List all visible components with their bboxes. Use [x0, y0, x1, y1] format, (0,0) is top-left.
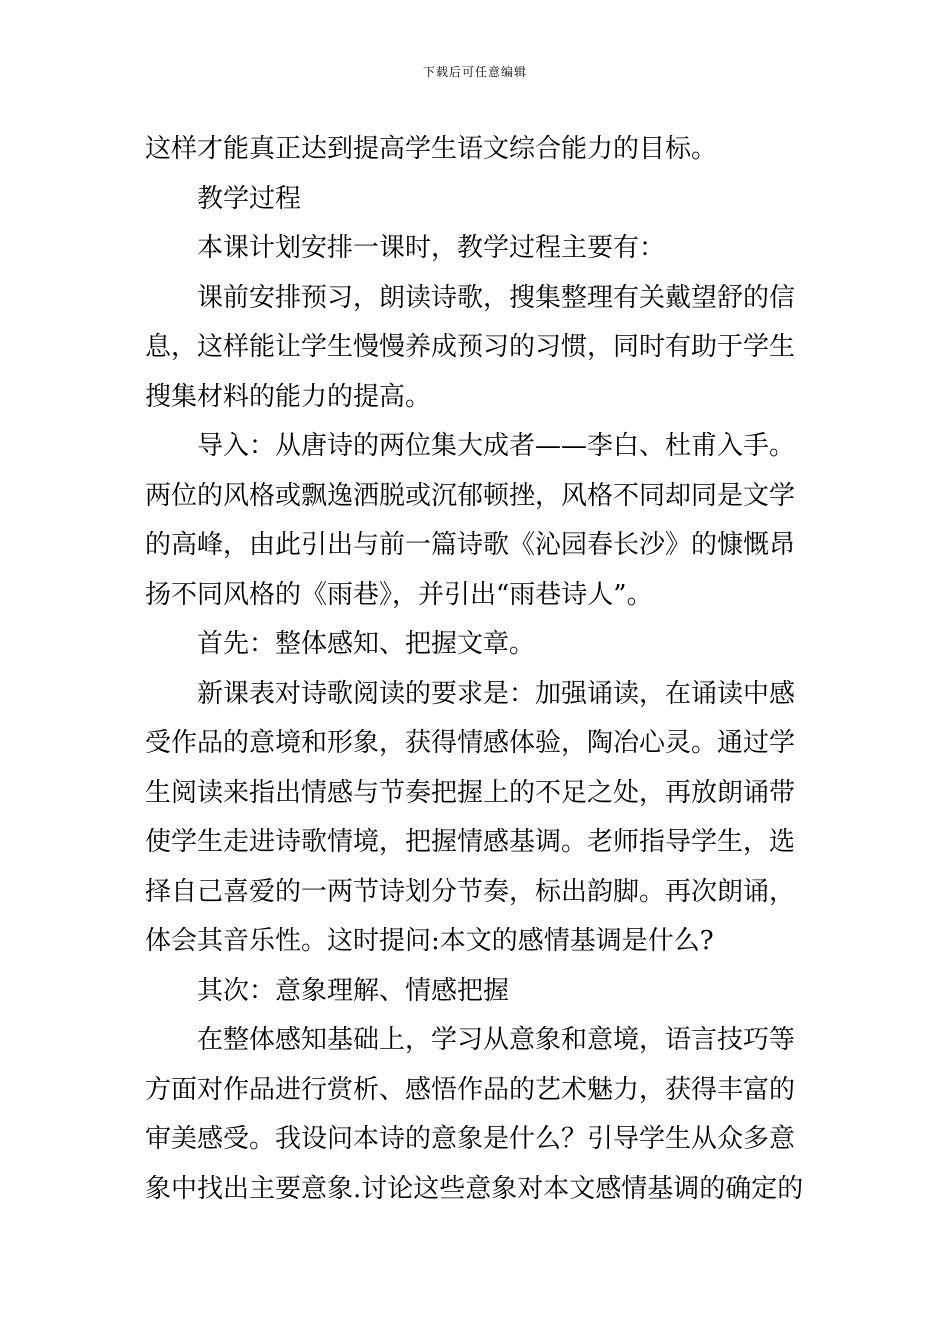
text-line: 的高峰，由此引出与前一篇诗歌《沁园春长沙》的慷慨昂 [145, 530, 796, 560]
text-line: 受作品的意境和形象，获得情感体验，陶冶心灵。通过学 [145, 728, 796, 758]
text-line: 教学过程 [197, 183, 302, 214]
text-line: 课前安排预习，朗读诗歌，搜集整理有关戴望舒的信 [197, 282, 796, 313]
text-line: 其次：意象理解、情感把握 [197, 975, 510, 1006]
text-line: 首先：整体感知、把握文章。 [197, 629, 536, 659]
text-line: 方面对作品进行赏析、感悟作品的艺术魅力，获得丰富的 [145, 1074, 796, 1105]
text-line: 象中找出主要意象.讨论这些意象对本文感情基调的确定的 [145, 1173, 804, 1204]
text-line: 择自己喜爱的一两节诗划分节奏，标出韵脚。再次朗诵， [145, 876, 796, 907]
page-header: 下载后可任意编辑 [422, 65, 527, 79]
text-line: 搜集材料的能力的提高。 [145, 381, 432, 412]
text-line: 体会其音乐性。这时提问:本文的感情基调是什么? [145, 926, 714, 956]
text-line: 审美感受。我设问本诗的意象是什么？引导学生从众多意 [145, 1124, 796, 1154]
text-line: 导入：从唐诗的两位集大成者——李白、杜甫入手。 [197, 431, 796, 461]
text-line: 扬不同风格的《雨巷》，并引出“雨巷诗人”。 [145, 579, 653, 610]
text-line: 在整体感知基础上，学习从意象和意境，语言技巧等 [197, 1025, 796, 1055]
text-line: 两位的风格或飘逸洒脱或沉郁顿挫，风格不同却同是文学 [145, 480, 796, 511]
text-line: 息，这样能让学生慢慢养成预习的习惯，同时有助于学生 [145, 332, 796, 362]
text-line: 使学生走进诗歌情境，把握情感基调。老师指导学生，选 [145, 827, 796, 857]
text-line: 这样才能真正达到提高学生语文综合能力的目标。 [145, 134, 718, 164]
text-line: 本课计划安排一课时，教学过程主要有： [197, 233, 666, 263]
text-line: 新课表对诗歌阅读的要求是：加强诵读，在诵读中感 [197, 678, 796, 709]
text-line: 生阅读来指出情感与节奏把握上的不足之处，再放朗诵带 [145, 777, 796, 808]
document-body [145, 125, 810, 1214]
